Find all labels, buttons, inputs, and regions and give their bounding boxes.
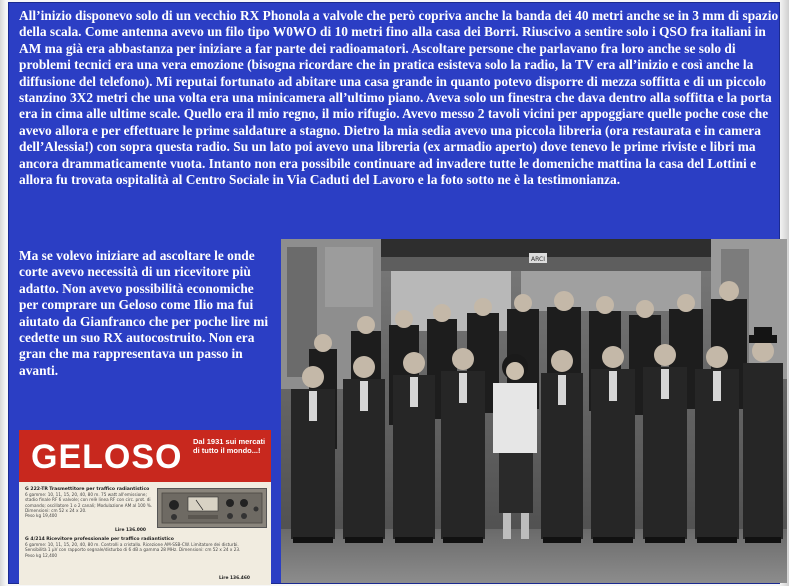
ad-slogan: Dal 1931 sui mercati di tutto il mondo...! [193,437,266,455]
ad-item1-title: Trasmettitore per traffico radiantistico [49,487,150,492]
ad-item2 [25,536,261,558]
group-photo [281,239,787,583]
geloso-logo: GELOSO [31,438,183,476]
ad-item2-price: Lire 136.460 [219,576,250,581]
receiver-paragraph: Ma se volevo iniziare ad ascoltare le onde corte avevo necessità di un ricevitore più adatto. Non avevo possibilità economiche per comprare un Geloso come Ilio ma fui aiutato da Gianfranco che per poche lire mi cedette un suo RX autocostruito. Non era gran che ma rappresentava un passo in avanti. [19,248,269,378]
ad-item1-code: G 222-TR [25,487,48,492]
ad-item1-body: 6 gamme: 10, 11, 15, 20, 40, 80 m. 75 watt all'emissione; stadio finale RF 6 valvole; con relè linea RF con circ. prot. di comando; oscillatore 1 o 2 canali; Modulazione AM al 100 %. Dimensioni: cm 52 x 24 x 20. [25,492,153,513]
ad-item2-code: G 4/214 [25,537,45,542]
ad-item1-price: Lire 136.000 [115,528,146,533]
transmitter-image [157,488,267,528]
ad-item2-title: Ricevitore professionale per traffico radiantistico [46,537,174,542]
photo-sign-text: ARCI [531,256,545,263]
geloso-advertisement [19,430,271,585]
ad-item2-weight: Peso kg 12,400 [25,552,58,558]
ad-item1 [25,486,153,518]
article-panel [8,2,780,584]
intro-paragraph: All’inizio disponevo solo di un vecchio RX Phonola a valvole che però copriva anche la banda dei 40 metri anche se in 3 mm di spazio della scala. Come antenna avevo un filo tipo W0WO di 10 metri fino alla casa dei Borri. Riuscivo a sentire solo i QSO fra italiani in AM ma già era abbastanza per iniziare a far parte dei radioamatori. Ascoltare persone che parlavano fra loro anche se solo di problemi tecnici era una vera emozione (bisogna ricordare che in pratica esisteva solo la radio, la TV era all’inizio e così anche la diffusione del telefono). Mi reputai fortunato ad abitare una casa grande in quanto potevo disporre di mezza soffitta e di un piccolo stanzino 3X2 metri che una volta era una minicamera all’ultimo piano. Aveva solo un finestra che dava dentro alla soffitta e la porta era in cima alle ultime scale. Quello era il mio regno, il mio rifugio. Avevo messo 2 tavoli vicini per appoggiare quelle poche cose che avevo allora e per effettuare le prime saldature a stagno. Dietro la mia sedia avevo una piccola libreria (ora restaurata e in camera dell’Alessia!) con sopra questa radio. Su un lato poi avevo una libreria (ex armadio aperto) dove tenevo le prime riviste e libri ma ancora drammaticamente vuota. Intanto non era possibile continuare ad invadere tutte le domeniche mattina la casa del Lottini e allora fu trovata ospitalità al Centro Sociale in Via Caduti del Lavoro e la foto sotto ne è la testimonianza. [19,8,779,188]
ad-item2-body: 6 gamme: 10, 11, 15, 20, 40, 80 m. Controlli a cristallo. Ricezione AM-SSB-CW. Limitatore dei disturbi. Sensibilità 1 µV con rapporto segnale/disturbo di 6 dB a gamma 28 MHz. Dimensioni: cm 52 x 24 x 23. [25,542,241,553]
ad-item1-weight: Peso kg 19,400 [25,513,58,519]
